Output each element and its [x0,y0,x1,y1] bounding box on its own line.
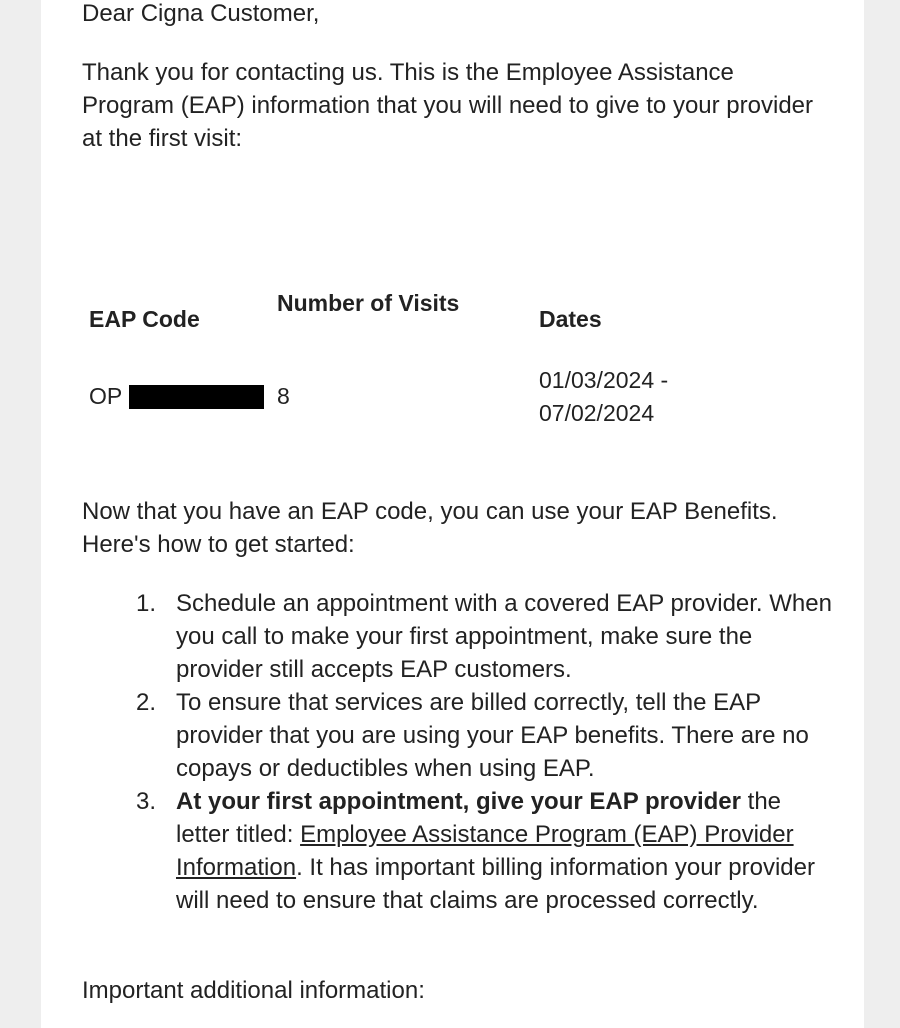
greeting: Dear Cigna Customer, [82,0,320,27]
step-number: 2. [136,689,157,716]
header-eap-code: EAP Code [89,306,200,332]
step-text: Schedule an appointment with a covered EAP provider. When you call to make your first appointment, make sure the provider still accepts EAP customers. [176,590,832,683]
provider-information-link[interactable]: Employee Assistance Program (EAP) Provider Information [176,821,794,881]
eap-code-value: OP [89,383,123,409]
instructions-paragraph: Now that you have an EAP code, you can use your EAP Benefits. Here's how to get started: [82,498,778,558]
list-item [136,587,836,686]
list-item [136,785,836,917]
header-dates: Dates [539,306,602,332]
step-number: 3. [136,788,157,815]
step-text: To ensure that services are billed correctly, tell the EAP provider that you are using your EAP benefits. There are no copays or deductibles when using EAP. [176,689,809,782]
email-body [41,0,864,1028]
visits-value: 8 [277,383,290,409]
steps-list [136,587,836,917]
step-text: the letter titled: [176,788,782,848]
intro-paragraph: Thank you for contacting us. This is the Employee Assistance Program (EAP) information that you will need to give to your provider at the first visit: [82,59,814,152]
step-text-end: . It has important billing information your provider will need to ensure that claims are processed correctly. [176,854,815,914]
dates-end: 07/02/2024 [539,400,655,426]
list-item [136,686,836,785]
redaction-bar [129,385,264,409]
dates-start: 01/03/2024 - [539,367,669,393]
step-bold-text: At your first appointment, give your EAP provider [176,788,741,815]
step-number: 1. [136,590,157,617]
dates-value [539,364,668,430]
header-number-of-visits: Number of Visits [277,290,460,316]
additional-info-heading: Important additional information: [82,977,425,1004]
